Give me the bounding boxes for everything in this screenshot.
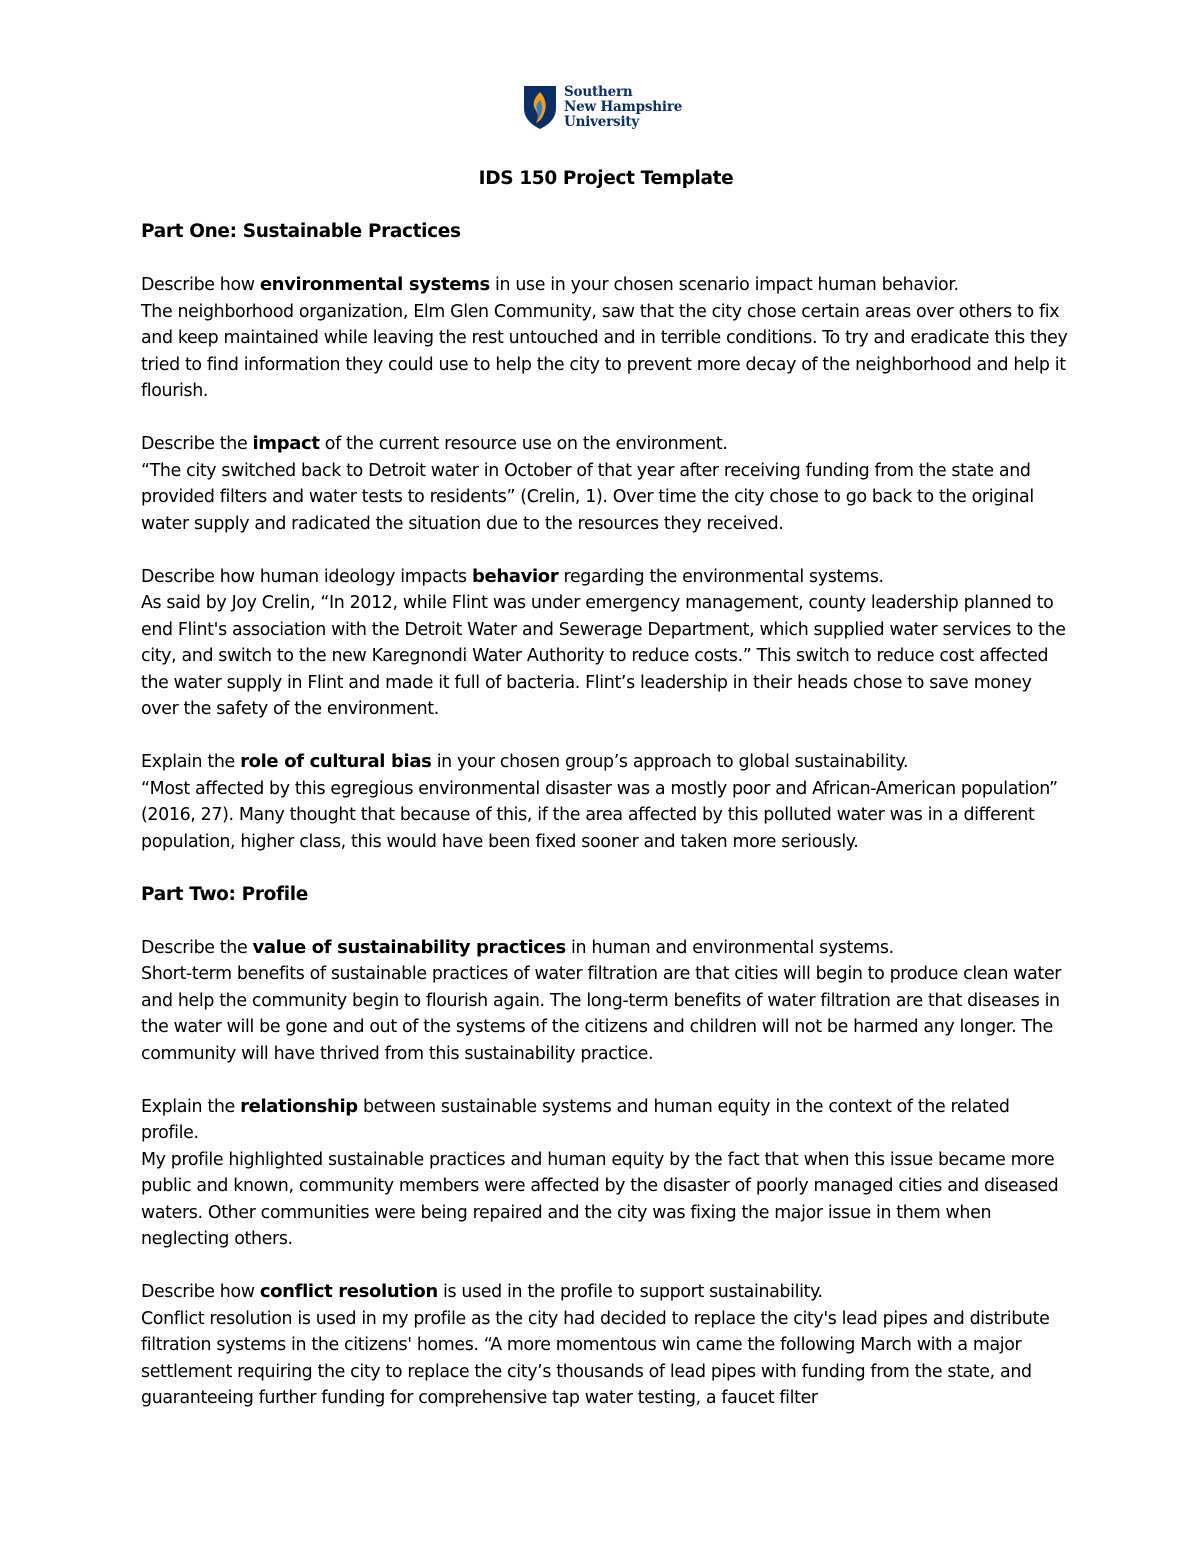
section-prompt xyxy=(141,272,1071,299)
prompt-keyword: impact xyxy=(252,433,320,454)
part-two-heading: Part Two: Profile xyxy=(141,883,308,905)
prompt-keyword: role of cultural bias xyxy=(240,751,432,772)
section-answer: Conflict resolution is used in my profile as the city had decided to replace the city's lead pipes and distribute filtration systems in the citizens' homes. “A more momentous win came the following March with a major settlement requiring the city to replace the city’s thousands of lead pipes with funding from the state, and guaranteeing further funding for comprehensive tap water testing, a faucet filter xyxy=(141,1308,1050,1408)
prompt-text: regarding the environmental systems. xyxy=(558,566,884,587)
logo-line-1: Southern xyxy=(564,83,633,100)
section-prompt xyxy=(141,1094,1071,1147)
prompt-text: is used in the profile to support sustainability. xyxy=(437,1282,823,1302)
prompt-text: Describe how xyxy=(141,275,260,295)
logo-wordmark xyxy=(564,85,682,130)
prompt-text: Describe how human ideology impacts xyxy=(141,566,472,587)
section-conflict-resolution xyxy=(141,1279,1071,1412)
section-cultural-bias xyxy=(141,749,1071,855)
document-title: IDS 150 Project Template xyxy=(478,168,734,189)
section-prompt xyxy=(141,749,1071,776)
section-behavior xyxy=(141,564,1071,723)
prompt-text: Describe the xyxy=(141,937,253,958)
section-impact xyxy=(141,431,1071,537)
section-sustainability-value xyxy=(141,935,1071,1068)
section-answer: “Most affected by this egregious environmental disaster was a mostly poor and African-American population” (2016, 27). Many thought that because of this, if the area affected by this polluted water was in a different population, higher class, this would have been fixed sooner and taken more seriously. xyxy=(141,778,1058,852)
prompt-text: in your chosen group’s approach to global sustainability. xyxy=(431,752,909,772)
part-one-heading: Part One: Sustainable Practices xyxy=(141,221,461,242)
section-answer: My profile highlighted sustainable practices and human equity by the fact that when this issue became more public and known, community members were affected by the disaster of poorly managed cities and diseased waters. Other communities were being repaired and the city was fixing the major issue in them when neglecting others. xyxy=(141,1149,1059,1249)
section-answer: As said by Joy Crelin, “In 2012, while Flint was under emergency management, county leadership planned to end Flint's association with the Detroit Water and Sewerage Department, which supplied water services to the city, and switch to the new Karegnondi Water Authority to reduce costs.” This switch to reduce cost affected the water supply in Flint and made it full of bacteria. Flint’s leadership in their heads chose to save money over the safety of the environment. xyxy=(141,593,1066,719)
prompt-text: between sustainable systems and human equity in the context of the related profile. xyxy=(141,1096,1010,1143)
prompt-text: Describe how xyxy=(141,1282,260,1302)
section-environmental-systems xyxy=(141,272,1071,405)
section-answer: Short-term benefits of sustainable practices of water filtration are that cities will begin to produce clean water and help the community begin to flourish again. The long-term benefits of water filtration are that diseases in the water will be gone and out of the systems of the citizens and children will not be harmed any longer. The community will have thrived from this sustainability practice. xyxy=(141,964,1062,1064)
prompt-text: in use in your chosen scenario impact human behavior. xyxy=(489,275,959,295)
section-prompt xyxy=(141,564,1071,591)
document-body xyxy=(141,166,1071,1438)
prompt-text: Explain the xyxy=(141,752,241,772)
logo-line-3: University xyxy=(564,113,640,130)
section-answer: The neighborhood organization, Elm Glen Community, saw that the city chose certain areas over others to fix and keep maintained while leaving the rest untouched and in terrible conditions. To try and eradicate this they tried to find information they could use to help the city to prevent more decay of the neighborhood and help it flourish. xyxy=(141,301,1068,401)
prompt-keyword: behavior xyxy=(471,565,559,587)
prompt-text: of the current resource use on the environment. xyxy=(319,434,728,454)
prompt-keyword: relationship xyxy=(240,1095,358,1117)
section-prompt xyxy=(141,431,1071,458)
prompt-text: Explain the xyxy=(141,1096,241,1117)
section-answer: “The city switched back to Detroit water in October of that year after receiving funding from the state and provided filters and water tests to residents” (Crelin, 1). Over time the city chose to go back to the original water supply and radicated the situation due to the resources they received. xyxy=(141,460,1034,534)
prompt-keyword: conflict resolution xyxy=(259,1281,438,1302)
university-logo xyxy=(522,84,682,130)
prompt-text: in human and environmental systems. xyxy=(565,937,894,958)
shield-flame-icon xyxy=(522,84,558,130)
section-prompt xyxy=(141,935,1071,962)
prompt-text: Describe the xyxy=(141,434,253,454)
logo-line-2: New Hampshire xyxy=(564,98,683,115)
section-relationship xyxy=(141,1094,1071,1253)
prompt-keyword: environmental systems xyxy=(259,274,490,295)
prompt-keyword: value of sustainability practices xyxy=(252,936,566,958)
section-prompt xyxy=(141,1279,1071,1306)
